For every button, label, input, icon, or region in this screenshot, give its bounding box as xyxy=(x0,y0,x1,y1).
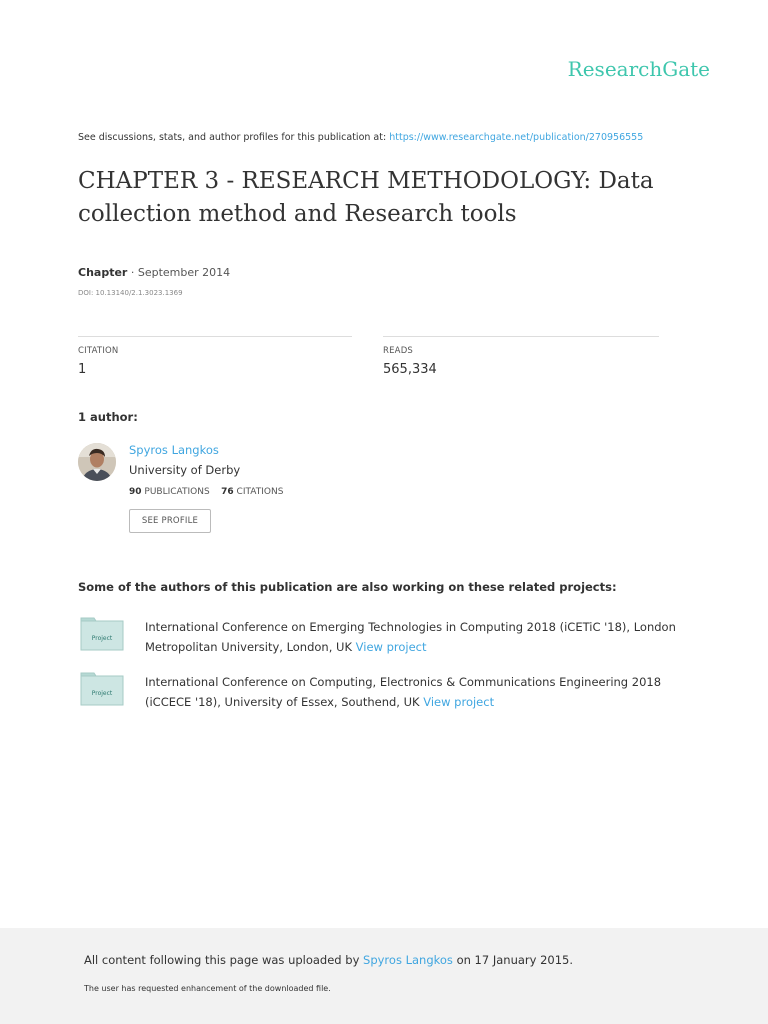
avatar-photo-icon xyxy=(78,443,116,481)
publication-date: September 2014 xyxy=(137,266,231,279)
citation-divider xyxy=(78,336,352,337)
author-citations-label: CITATIONS xyxy=(236,487,284,497)
author-institution: University of Derby xyxy=(129,463,241,477)
author-publications-label: PUBLICATIONS xyxy=(144,487,210,497)
uploader-link[interactable]: Spyros Langkos xyxy=(363,953,453,967)
researchgate-logo[interactable]: ResearchGate xyxy=(567,57,710,81)
reads-divider xyxy=(383,336,659,337)
upload-prefix: All content following this page was uploaded by xyxy=(84,953,360,967)
author-citations-count: 76 xyxy=(221,487,234,497)
discussion-notice xyxy=(78,132,643,143)
authors-heading: 1 author: xyxy=(78,410,138,424)
view-project-link[interactable]: View project xyxy=(423,695,495,709)
author-avatar[interactable] xyxy=(78,443,116,481)
project-folder-icon[interactable] xyxy=(80,617,124,651)
author-publications-count: 90 xyxy=(129,487,142,497)
related-project-item xyxy=(145,617,685,657)
citation-label: CITATION xyxy=(78,346,119,356)
publication-meta xyxy=(78,266,230,279)
related-projects-heading: Some of the authors of this publication are also working on these related projects: xyxy=(78,580,617,594)
publication-url-link[interactable]: https://www.researchgate.net/publication/270956555 xyxy=(389,132,644,143)
project-description: International Conference on Computing, Electronics & Communications Engineering 2018 (iCCECE '18), University of Essex, Southend, UK xyxy=(145,675,662,709)
enhancement-note: The user has requested enhancement of the downloaded file. xyxy=(84,984,331,993)
project-icon-label: Project xyxy=(91,635,113,642)
author-stats xyxy=(129,487,283,497)
meta-separator: · xyxy=(127,266,138,279)
publication-title: CHAPTER 3 - RESEARCH METHODOLOGY: Data collection method and Research tools xyxy=(78,168,654,227)
upload-footer xyxy=(0,928,768,1024)
discussion-notice-text: See discussions, stats, and author profiles for this publication at: xyxy=(78,132,387,143)
related-project-item xyxy=(145,672,685,712)
see-profile-button[interactable]: SEE PROFILE xyxy=(129,509,211,533)
view-project-link[interactable]: View project xyxy=(355,640,427,654)
reads-count: 565,334 xyxy=(383,362,437,377)
project-description: International Conference on Emerging Technologies in Computing 2018 (iCETiC '18), London Metropolitan University, London, UK xyxy=(145,620,676,654)
author-name-link[interactable]: Spyros Langkos xyxy=(129,443,219,457)
upload-date: on 17 January 2015. xyxy=(456,953,574,967)
reads-label: READS xyxy=(383,346,414,356)
citation-count: 1 xyxy=(78,362,87,377)
publication-doi: DOI: 10.13140/2.1.3023.1369 xyxy=(78,289,183,297)
publication-type: Chapter xyxy=(78,266,128,279)
project-folder-icon[interactable] xyxy=(80,672,124,706)
project-icon-label: Project xyxy=(91,690,113,697)
upload-notice xyxy=(84,953,573,967)
